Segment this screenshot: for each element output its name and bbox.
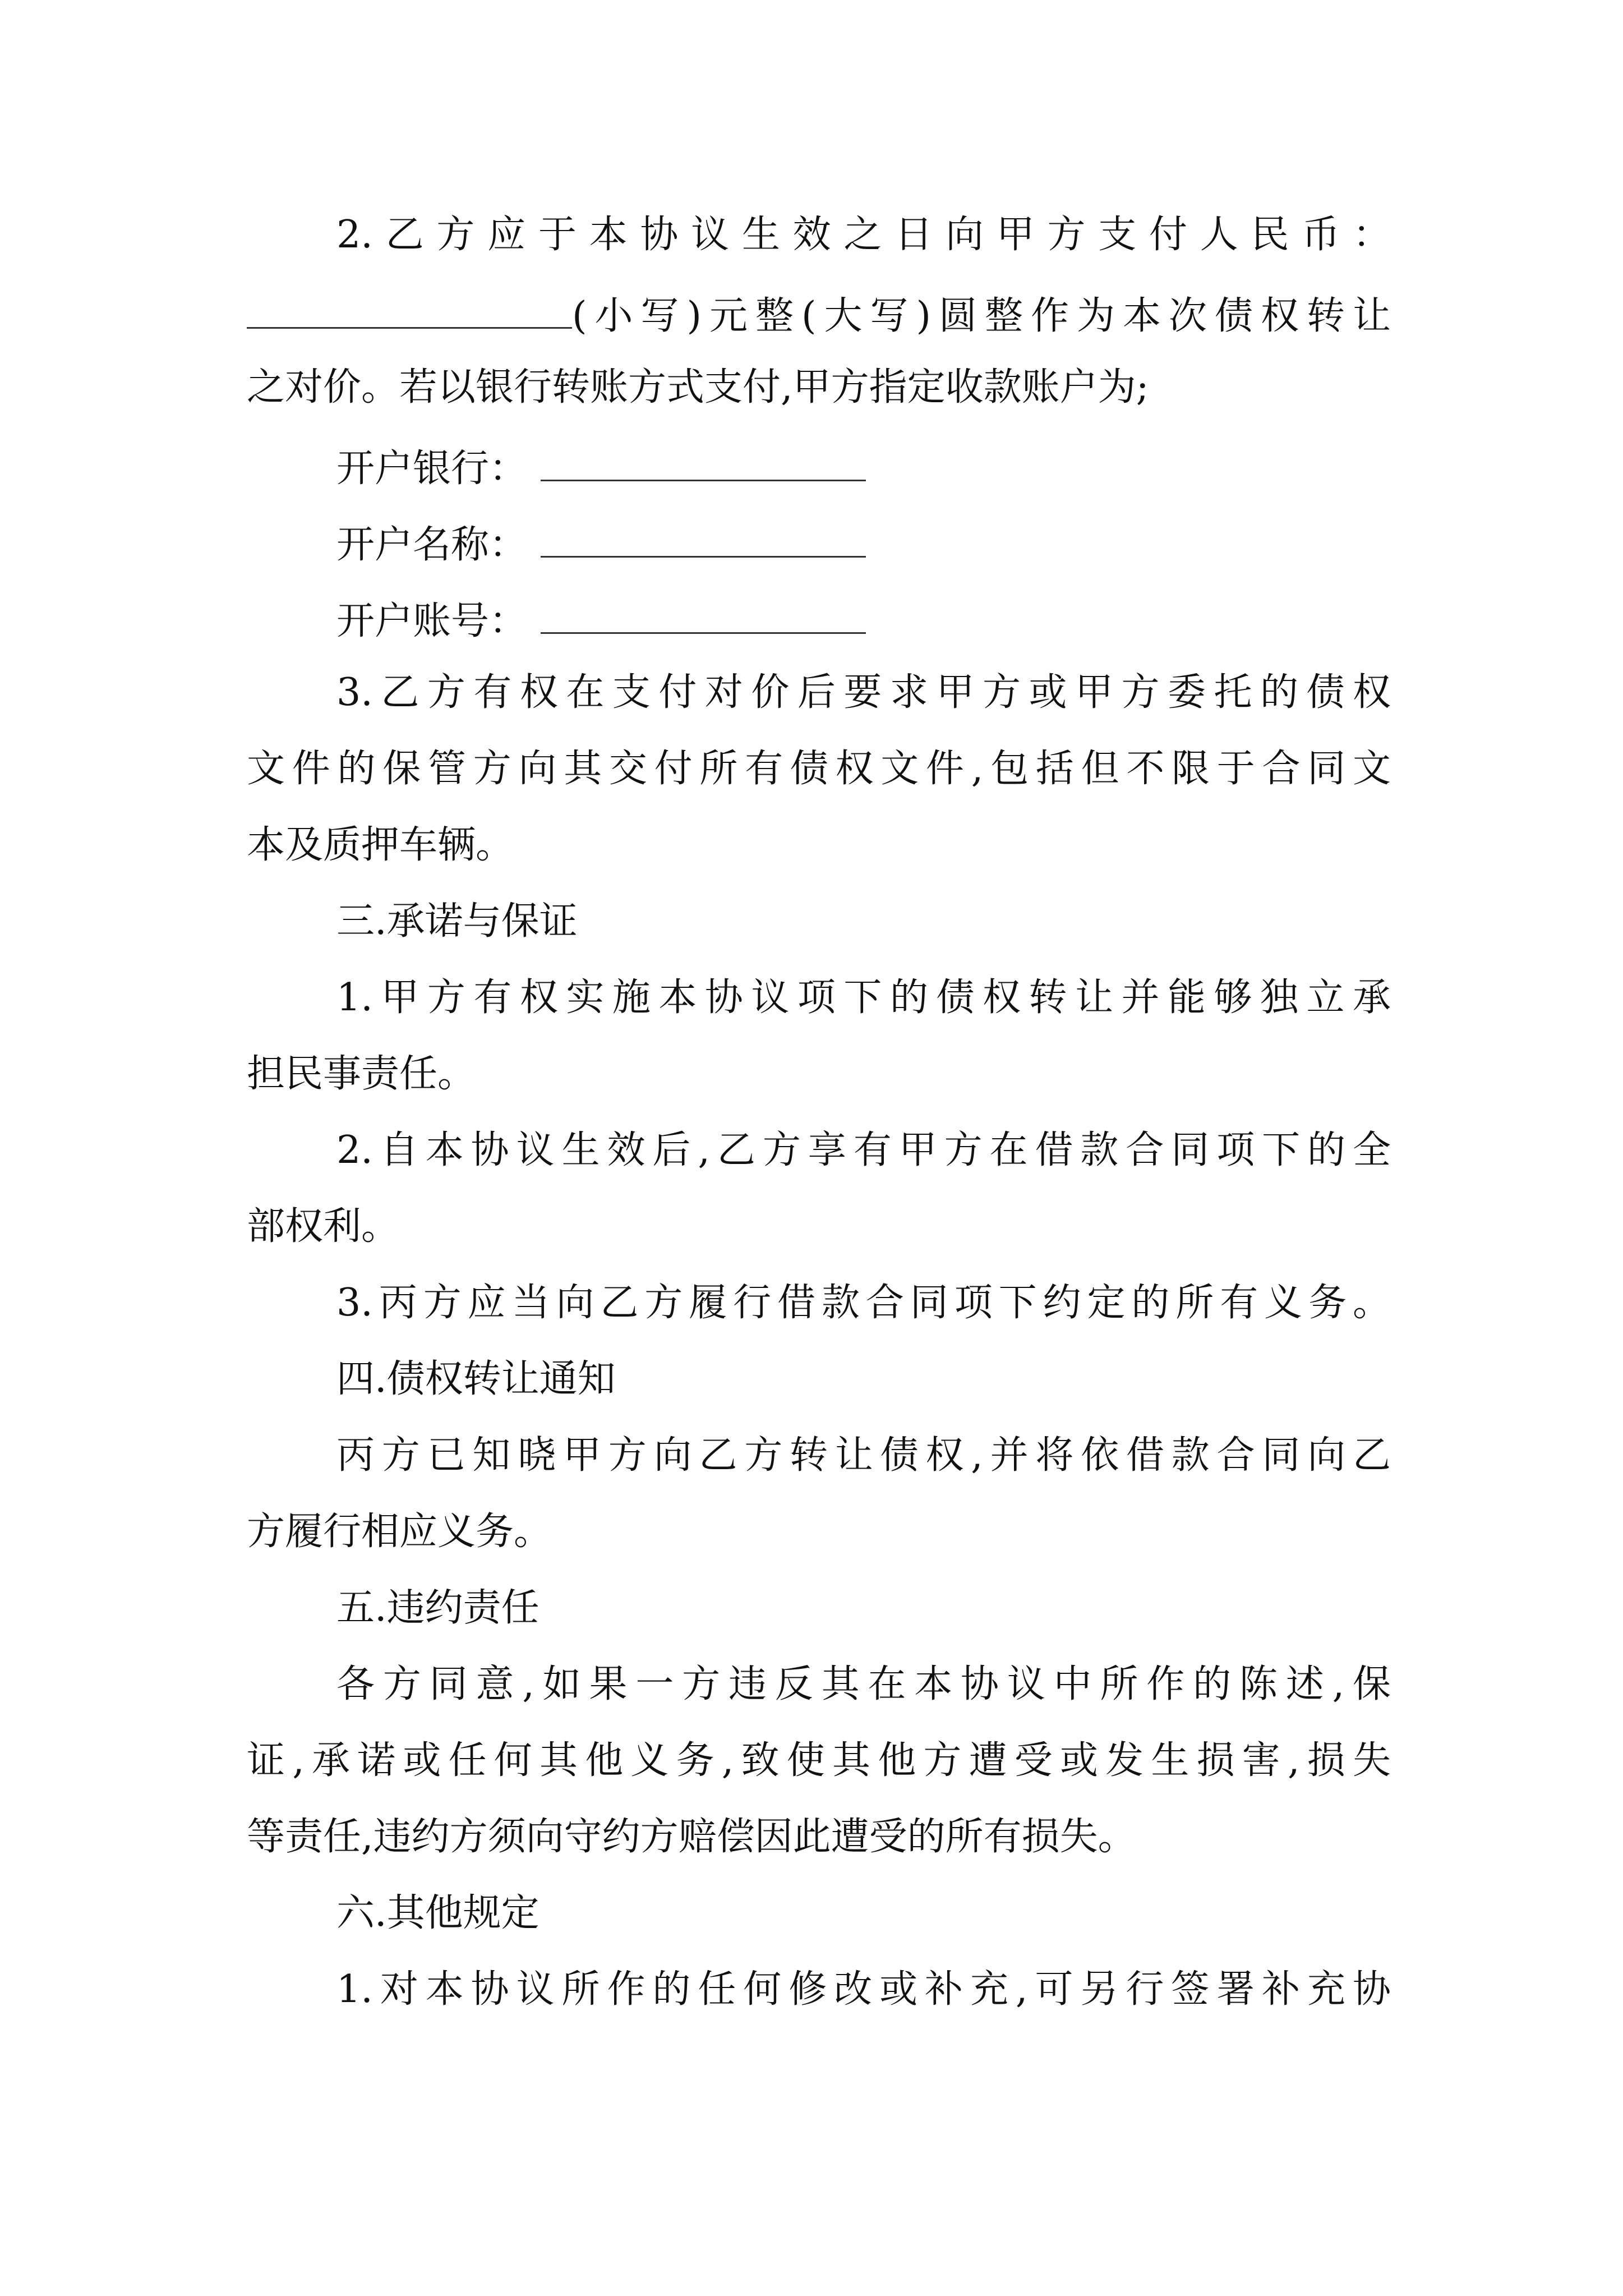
documents-clause-line-1: 3.乙方有权在支付对价后要求甲方或甲方委托的债权 [336,670,1391,715]
section-4-line-2: 方履行相应义务。 [247,1510,552,1554]
section-3-heading: 三.承诺与保证 [336,899,578,944]
payment-clause-line-2-text: (小写)元整(大写)圆整作为本次债权转让 [572,294,1391,338]
section-5-line-3: 等责任,违约方须向守约方赔偿因此遭受的所有损失。 [247,1815,1136,1859]
amount-blank [247,292,572,329]
bank-blank [541,445,866,481]
documents-clause-line-2: 文件的保管方向其交付所有债权文件,包括但不限于合同文 [247,747,1391,791]
account-number-blank [541,597,866,634]
section-6-heading: 六.其他规定 [336,1891,540,1935]
payment-clause-line-2 [247,292,1391,338]
section-6-item-1-line-1: 1.对本协议所作的任何修改或补充,可另行签署补充协 [336,1967,1391,2012]
bank-field [336,445,866,491]
section-5-heading: 五.违约责任 [336,1586,540,1630]
account-number-label: 开户账号： [336,599,528,643]
section-5-line-2: 证,承诺或任何其他义务,致使其他方遭受或发生损害,损失 [247,1738,1391,1783]
section-3-item-2-line-1: 2.自本协议生效后,乙方享有甲方在借款合同项下的全 [336,1128,1391,1172]
bank-label: 开户银行： [336,447,528,491]
section-5-line-1: 各方同意,如果一方违反其在本协议中所作的陈述,保 [336,1662,1391,1706]
account-name-field [336,521,866,567]
section-3-item-3: 3.丙方应当向乙方履行借款合同项下约定的所有义务。 [336,1281,1391,1325]
section-4-line-1: 丙方已知晓甲方向乙方转让债权,并将依借款合同向乙 [336,1433,1391,1478]
section-4-heading: 四.债权转让通知 [336,1357,616,1401]
section-3-item-2-line-2: 部权利。 [247,1204,400,1249]
payment-clause-line-3: 之对价。若以银行转账方式支付,甲方指定收款账户为; [247,365,1149,409]
account-name-label: 开户名称： [336,523,528,567]
documents-clause-line-3: 本及质押车辆。 [247,823,514,867]
section-3-item-1-line-1: 1.甲方有权实施本协议项下的债权转让并能够独立承 [336,976,1391,1020]
section-3-item-1-line-2: 担民事责任。 [247,1052,476,1096]
account-name-blank [541,521,866,558]
account-number-field [336,597,866,641]
payment-clause-line-1: 2.乙方应于本协议生效之日向甲方支付人民币： [336,213,1391,257]
